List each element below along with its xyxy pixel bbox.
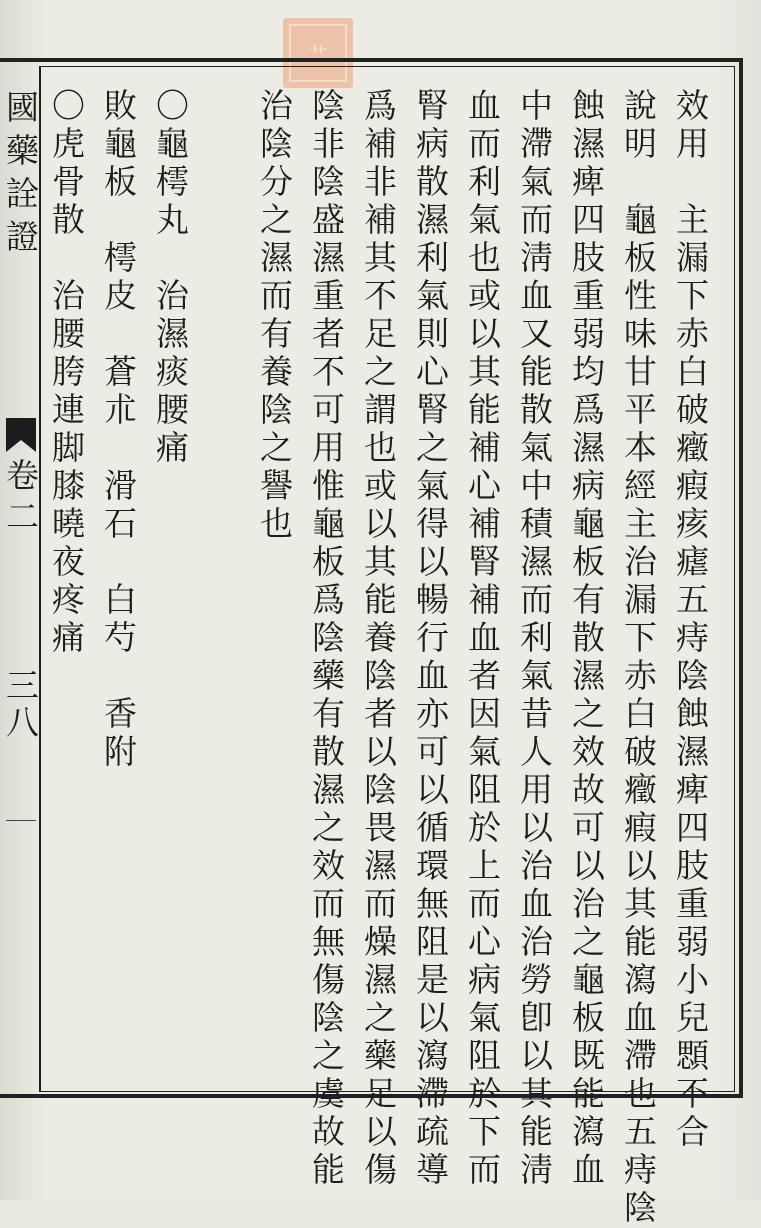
spine-column: [2, 90, 38, 1090]
text-column-3: 蝕濕痺四肢重弱均爲濕病龜板有散濕之效故可以治之龜板既能瀉血: [567, 88, 606, 1190]
formula-heading-guiban-wan: 〇龜樗丸 治濕痰腰痛: [151, 88, 190, 468]
volume-label: 卷二: [1, 458, 40, 540]
text-column-6: 腎病散濕利氣則心腎之氣得以暢行血亦可以循環無阻是以瀉滯疏導: [411, 88, 450, 1190]
text-column-2: 說明 龜板性味甘平本經主治漏下赤白破癥瘕以其能瀉血滯也五痔陰: [619, 88, 658, 1228]
text-column-9: 治陰分之濕而有養陰之譽也: [255, 88, 294, 544]
book-title: 國藥詮證: [1, 90, 40, 262]
text-column-8: 陰非陰盛濕重者不可用惟龜板爲陰藥有散濕之效而無傷陰之虞故能: [307, 88, 346, 1190]
text-column-5: 血而利氣也或以其能補心補腎補血者因氣阻於上而心病氣阻於下而: [463, 88, 502, 1190]
page-number: 三八: [1, 668, 40, 742]
fish-tail-mark-icon: [4, 412, 38, 456]
spine-divider: [6, 820, 36, 821]
text-column-1: 效用 主漏下赤白破癥瘕痎瘧五痔陰蝕濕痺四肢重弱小兒顋不合: [671, 88, 710, 1152]
formula-heading-hugu-san: 〇虎骨散 治腰胯連脚膝曉夜疼痛: [47, 88, 86, 658]
formula-ingredients: 敗龜板 樗皮 蒼朮 滑石 白芍 香附: [99, 88, 138, 772]
seal-glyph: 艹: [308, 42, 328, 67]
text-column-4: 中滯氣而淸血又能散氣中積濕而利氣昔人用以治血治勞卽以其能淸: [515, 88, 554, 1190]
text-column-7: 爲補非補其不足之謂也或以其能養陰者以陰畏濕而燥濕之藥足以傷: [359, 88, 398, 1190]
